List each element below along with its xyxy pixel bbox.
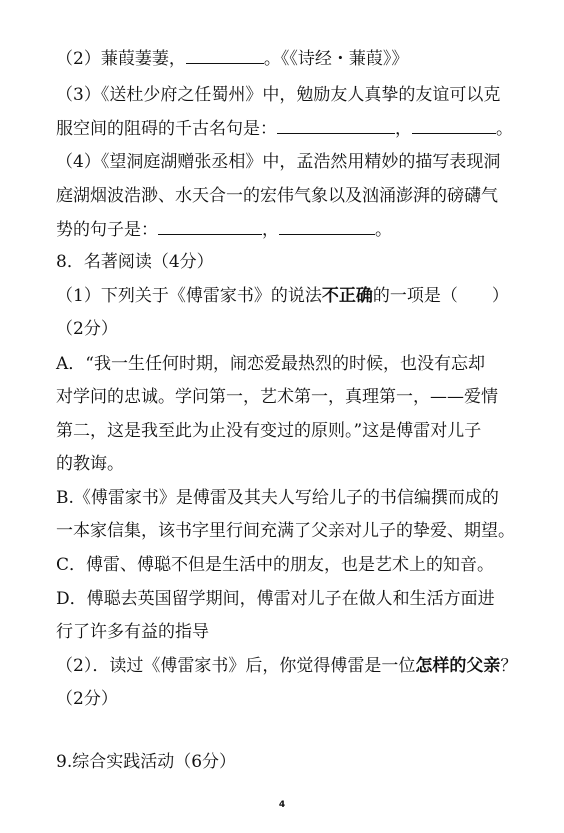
q7-item4-line1: （4）《望洞庭湖赠张丞相》中，孟浩然用精妙的描写表现洞 bbox=[56, 152, 501, 172]
q7-item3-line1: （3）《送杜少府之任蜀州》中，勉励友人真挚的友谊可以克 bbox=[56, 85, 501, 105]
separator: ， bbox=[395, 119, 412, 139]
q7-item4-prompt: 势的句子是： bbox=[56, 220, 158, 240]
emphasis: 怎样的父亲 bbox=[415, 656, 501, 676]
q8-sub1-points: （2分） bbox=[56, 319, 118, 339]
option-c-line: C．傅雷、傅聪不但是生活中的朋友，也是艺术上的知音。 bbox=[56, 555, 495, 575]
option-a-line: A．“我一生任何时期，闹恋爱最热烈的时候，也没有忘却 bbox=[56, 354, 485, 374]
page-number: 4 bbox=[278, 800, 286, 810]
answer-blank[interactable] bbox=[186, 47, 264, 64]
option-d-line: D．傅聪去英国留学期间，傅雷对儿子在做人和生活方面进 bbox=[56, 589, 495, 609]
q8-sub1-text-end: 的一项是（ bbox=[372, 286, 458, 306]
paren-close: ） bbox=[491, 286, 509, 306]
q8-sub1-question bbox=[56, 285, 509, 307]
q7-item4-line3 bbox=[56, 218, 392, 241]
q8-sub2-text: （2）．读过《傅雷家书》后，你觉得傅雷是一位 bbox=[56, 656, 416, 676]
emphasis: 不正确 bbox=[321, 286, 373, 306]
option-b-line: 一本家信集，该书字里行间充满了父亲对儿子的挚爱、期望。 bbox=[56, 521, 515, 541]
option-a-line: 对学问的忠诚。学问第一，艺术第一，真理第一，——爱情 bbox=[56, 387, 498, 407]
question-mark: ？ bbox=[500, 656, 518, 676]
option-a-line: 的教诲。 bbox=[56, 454, 124, 474]
option-d-line: 行了许多有益的指导 bbox=[56, 622, 209, 642]
q7-item2-prefix: （2）蒹葭萋萋， bbox=[56, 49, 186, 69]
answer-blank[interactable] bbox=[279, 218, 375, 235]
q8-sub1-text: （1）下列关于《傅雷家书》的说法 bbox=[56, 286, 322, 306]
q8-sub2-question bbox=[56, 655, 517, 677]
q7-item2-line bbox=[56, 47, 408, 70]
answer-blank[interactable] bbox=[412, 117, 496, 134]
period: 。 bbox=[375, 220, 392, 240]
q7-item3-line2 bbox=[56, 117, 513, 140]
option-b-line: B.《傅雷家书》是傅雷及其夫人写给儿子的书信编撰而成的 bbox=[56, 488, 499, 508]
q9-heading: 9.综合实践活动（6分） bbox=[56, 752, 237, 772]
q7-item2-suffix: 。《《诗经・蒹葭》》 bbox=[263, 49, 409, 69]
answer-blank[interactable] bbox=[277, 117, 395, 134]
answer-blank[interactable] bbox=[158, 218, 262, 235]
q7-item4-line2: 庭湖烟波浩渺、水天合一的宏伟气象以及汹涌澎湃的磅礴气 bbox=[56, 186, 498, 206]
separator: ， bbox=[262, 220, 279, 240]
period: 。 bbox=[496, 119, 513, 139]
q7-item3-prompt: 服空间的阻碍的千古名句是： bbox=[56, 119, 277, 139]
option-a-line: 第二，这是我至此为止没有变过的原则。”这是傅雷对儿子 bbox=[56, 421, 482, 441]
q8-sub2-points: （2分） bbox=[56, 689, 118, 709]
q8-heading: 8．名著阅读（4分） bbox=[56, 252, 214, 272]
